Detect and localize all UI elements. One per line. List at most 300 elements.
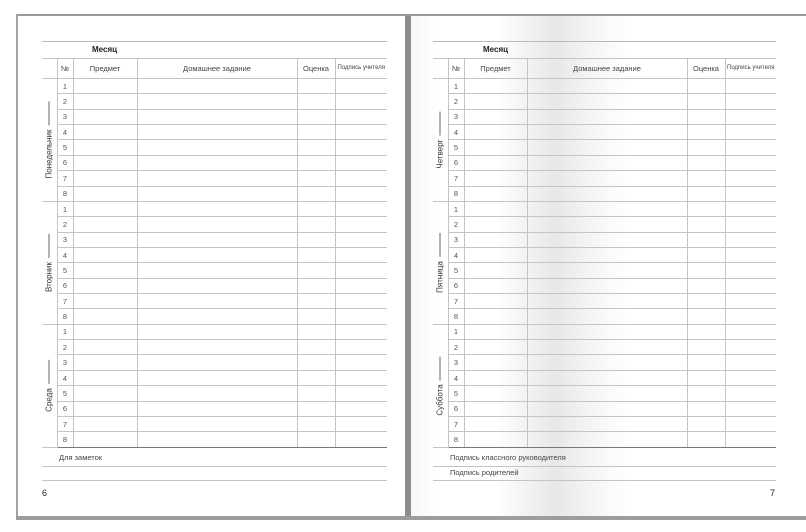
grade-cell bbox=[687, 217, 725, 232]
lesson-number: 5 bbox=[57, 140, 73, 155]
homework-cell bbox=[137, 94, 297, 109]
lesson-row bbox=[433, 263, 776, 278]
lesson-row bbox=[42, 125, 387, 140]
grade-cell bbox=[687, 355, 725, 370]
homework-cell bbox=[527, 140, 687, 155]
homework-cell bbox=[527, 232, 687, 247]
lesson-row bbox=[433, 186, 776, 201]
subject-cell bbox=[464, 340, 527, 355]
subject-cell bbox=[464, 94, 527, 109]
lesson-number: 6 bbox=[57, 401, 73, 416]
homework-cell bbox=[137, 324, 297, 339]
lesson-row bbox=[433, 140, 776, 155]
lesson-number: 3 bbox=[448, 355, 464, 370]
grade-cell bbox=[687, 294, 725, 309]
homework-cell bbox=[137, 386, 297, 401]
subject-cell bbox=[73, 416, 137, 431]
signature-cell bbox=[725, 324, 776, 339]
lesson-number: 4 bbox=[448, 125, 464, 140]
homework-cell bbox=[527, 263, 687, 278]
homework-cell bbox=[527, 217, 687, 232]
day-name-label: Суббота bbox=[436, 356, 445, 415]
lesson-number: 6 bbox=[57, 278, 73, 293]
signature-cell bbox=[335, 247, 387, 262]
lesson-number: 8 bbox=[448, 186, 464, 201]
subject-cell bbox=[464, 109, 527, 124]
lesson-number: 2 bbox=[57, 217, 73, 232]
signature-cell bbox=[335, 125, 387, 140]
subject-cell bbox=[73, 278, 137, 293]
lesson-number: 3 bbox=[448, 109, 464, 124]
lesson-row bbox=[433, 232, 776, 247]
lesson-number: 6 bbox=[448, 155, 464, 170]
grade-cell bbox=[297, 324, 335, 339]
signature-cell bbox=[725, 355, 776, 370]
signature-cell bbox=[725, 401, 776, 416]
lesson-row bbox=[42, 232, 387, 247]
lesson-row bbox=[42, 432, 387, 447]
right-page bbox=[411, 16, 806, 516]
grade-cell bbox=[297, 355, 335, 370]
subject-cell bbox=[464, 432, 527, 447]
day-name-label: Среда bbox=[45, 360, 54, 412]
day-name-label: Вторник bbox=[45, 234, 54, 292]
homework-cell bbox=[527, 294, 687, 309]
month-top-rule bbox=[433, 41, 776, 42]
homework-cell bbox=[137, 247, 297, 262]
subject-cell bbox=[464, 232, 527, 247]
day-name-cell bbox=[42, 201, 57, 324]
homework-cell bbox=[527, 201, 687, 216]
signature-cell bbox=[725, 247, 776, 262]
subject-cell bbox=[73, 386, 137, 401]
grade-cell bbox=[297, 401, 335, 416]
homework-cell bbox=[137, 416, 297, 431]
grade-cell bbox=[687, 155, 725, 170]
subject-column-header: Предмет bbox=[464, 59, 527, 79]
lesson-number: 1 bbox=[57, 79, 73, 94]
lesson-row bbox=[42, 386, 387, 401]
notes-label: Для заметок bbox=[59, 453, 103, 462]
grade-cell bbox=[297, 109, 335, 124]
lesson-number: 1 bbox=[448, 79, 464, 94]
grade-cell bbox=[297, 386, 335, 401]
homework-cell bbox=[527, 171, 687, 186]
subject-cell bbox=[464, 278, 527, 293]
lesson-number: 5 bbox=[57, 263, 73, 278]
signature-column-header: Подпись учителя bbox=[725, 59, 776, 79]
lesson-row bbox=[433, 309, 776, 324]
grade-cell bbox=[297, 340, 335, 355]
lesson-number: 6 bbox=[448, 401, 464, 416]
grade-cell bbox=[297, 309, 335, 324]
lesson-number: 2 bbox=[57, 340, 73, 355]
grade-cell bbox=[297, 263, 335, 278]
lesson-number: 5 bbox=[448, 263, 464, 278]
lesson-row bbox=[433, 278, 776, 293]
grade-cell bbox=[297, 232, 335, 247]
subject-cell bbox=[73, 140, 137, 155]
signature-cell bbox=[335, 217, 387, 232]
subject-cell bbox=[464, 324, 527, 339]
homework-cell bbox=[137, 109, 297, 124]
lesson-row bbox=[42, 201, 387, 216]
homework-cell bbox=[527, 155, 687, 170]
lesson-row bbox=[42, 109, 387, 124]
homework-cell bbox=[137, 309, 297, 324]
subject-cell bbox=[73, 247, 137, 262]
lesson-number: 4 bbox=[448, 370, 464, 385]
grade-cell bbox=[687, 278, 725, 293]
grade-cell bbox=[687, 232, 725, 247]
subject-cell bbox=[73, 79, 137, 94]
notes-line-1 bbox=[42, 466, 387, 467]
grade-cell bbox=[687, 401, 725, 416]
grade-cell bbox=[687, 109, 725, 124]
homework-cell bbox=[137, 294, 297, 309]
homework-cell bbox=[137, 217, 297, 232]
subject-cell bbox=[73, 324, 137, 339]
subject-cell bbox=[464, 263, 527, 278]
signature-cell bbox=[335, 386, 387, 401]
lesson-row bbox=[433, 294, 776, 309]
homework-cell bbox=[137, 232, 297, 247]
lesson-number: 6 bbox=[448, 278, 464, 293]
grade-cell bbox=[687, 263, 725, 278]
signature-cell bbox=[725, 125, 776, 140]
grade-cell bbox=[297, 247, 335, 262]
signature-cell bbox=[725, 309, 776, 324]
homework-cell bbox=[527, 340, 687, 355]
grade-cell bbox=[297, 79, 335, 94]
homework-cell bbox=[527, 247, 687, 262]
lesson-row bbox=[433, 416, 776, 431]
grade-cell bbox=[297, 416, 335, 431]
lesson-number: 3 bbox=[448, 232, 464, 247]
signature-cell bbox=[725, 416, 776, 431]
lesson-number: 4 bbox=[57, 370, 73, 385]
grade-cell bbox=[687, 340, 725, 355]
grade-cell bbox=[297, 294, 335, 309]
grade-cell bbox=[297, 125, 335, 140]
grade-cell bbox=[687, 416, 725, 431]
grade-cell bbox=[687, 324, 725, 339]
lesson-row bbox=[42, 278, 387, 293]
lesson-number: 8 bbox=[448, 309, 464, 324]
lesson-row bbox=[433, 370, 776, 385]
lesson-number: 4 bbox=[448, 247, 464, 262]
signature-cell bbox=[335, 370, 387, 385]
lesson-row bbox=[42, 217, 387, 232]
grade-cell bbox=[297, 140, 335, 155]
lesson-row bbox=[42, 79, 387, 94]
homework-cell bbox=[527, 401, 687, 416]
subject-cell bbox=[73, 155, 137, 170]
lesson-row bbox=[433, 386, 776, 401]
homework-column-header: Домашнее задание bbox=[527, 59, 687, 79]
signature-cell bbox=[335, 263, 387, 278]
signature-column-header: Подпись учителя bbox=[335, 59, 387, 79]
lesson-row bbox=[42, 401, 387, 416]
subject-cell bbox=[73, 125, 137, 140]
lesson-number: 1 bbox=[57, 324, 73, 339]
grade-cell bbox=[297, 94, 335, 109]
lesson-row bbox=[433, 432, 776, 447]
grade-cell bbox=[687, 386, 725, 401]
day-column-header bbox=[433, 59, 448, 79]
homework-cell bbox=[137, 432, 297, 447]
signature-cell bbox=[725, 79, 776, 94]
grade-cell bbox=[687, 201, 725, 216]
lesson-number: 1 bbox=[57, 201, 73, 216]
subject-cell bbox=[464, 186, 527, 201]
lesson-number: 2 bbox=[57, 94, 73, 109]
lesson-row bbox=[42, 94, 387, 109]
signature-cell bbox=[335, 79, 387, 94]
subject-cell bbox=[464, 294, 527, 309]
lesson-number: 5 bbox=[448, 140, 464, 155]
lesson-number: 8 bbox=[57, 186, 73, 201]
page-number: 6 bbox=[42, 488, 48, 498]
subject-cell bbox=[73, 370, 137, 385]
lesson-row bbox=[433, 109, 776, 124]
homework-cell bbox=[527, 79, 687, 94]
page-number: 7 bbox=[770, 488, 776, 498]
lesson-number: 1 bbox=[448, 201, 464, 216]
lesson-number: 2 bbox=[448, 217, 464, 232]
grade-column-header: Оценка bbox=[687, 59, 725, 79]
month-top-rule bbox=[42, 41, 387, 42]
signature-cell bbox=[335, 309, 387, 324]
lesson-number: 7 bbox=[448, 416, 464, 431]
lesson-number: 3 bbox=[57, 109, 73, 124]
lesson-row bbox=[433, 340, 776, 355]
subject-cell bbox=[464, 155, 527, 170]
signature-cell bbox=[335, 94, 387, 109]
subject-cell bbox=[73, 201, 137, 216]
left-page bbox=[18, 16, 405, 516]
table-header-row bbox=[42, 59, 387, 79]
lesson-row bbox=[42, 186, 387, 201]
subject-cell bbox=[73, 355, 137, 370]
month-label: Месяц bbox=[483, 45, 509, 54]
grade-cell bbox=[297, 201, 335, 216]
subject-cell bbox=[464, 309, 527, 324]
lesson-row bbox=[433, 201, 776, 216]
lesson-row bbox=[42, 294, 387, 309]
lesson-row bbox=[433, 125, 776, 140]
signature-cell bbox=[335, 232, 387, 247]
grade-column-header: Оценка bbox=[297, 59, 335, 79]
homework-cell bbox=[527, 94, 687, 109]
grade-cell bbox=[687, 125, 725, 140]
grade-cell bbox=[297, 278, 335, 293]
lesson-number: 7 bbox=[448, 171, 464, 186]
signature-cell bbox=[335, 186, 387, 201]
subject-cell bbox=[73, 432, 137, 447]
lesson-row bbox=[42, 324, 387, 339]
signature-cell bbox=[335, 278, 387, 293]
subject-cell bbox=[73, 263, 137, 278]
grade-cell bbox=[297, 370, 335, 385]
lesson-number: 4 bbox=[57, 247, 73, 262]
subject-cell bbox=[464, 201, 527, 216]
signature-cell bbox=[335, 324, 387, 339]
lesson-row bbox=[42, 155, 387, 170]
grade-cell bbox=[297, 155, 335, 170]
signature-cell bbox=[335, 294, 387, 309]
lesson-row bbox=[42, 263, 387, 278]
homework-cell bbox=[137, 201, 297, 216]
grade-cell bbox=[687, 94, 725, 109]
subject-cell bbox=[73, 171, 137, 186]
lesson-row bbox=[42, 355, 387, 370]
signature-cell bbox=[335, 416, 387, 431]
grade-cell bbox=[687, 171, 725, 186]
parents-signature-label: Подпись родителей bbox=[450, 468, 519, 477]
subject-cell bbox=[73, 340, 137, 355]
lesson-number: 7 bbox=[57, 171, 73, 186]
lesson-row bbox=[42, 340, 387, 355]
homework-cell bbox=[527, 309, 687, 324]
signature-cell bbox=[725, 155, 776, 170]
homework-cell bbox=[137, 278, 297, 293]
lesson-row bbox=[433, 401, 776, 416]
signature-cell bbox=[335, 401, 387, 416]
subject-cell bbox=[464, 355, 527, 370]
signature-cell bbox=[725, 186, 776, 201]
subject-cell bbox=[73, 94, 137, 109]
homework-cell bbox=[527, 186, 687, 201]
homework-cell bbox=[137, 340, 297, 355]
lesson-row bbox=[433, 79, 776, 94]
lesson-number: 1 bbox=[448, 324, 464, 339]
homework-cell bbox=[137, 171, 297, 186]
grade-cell bbox=[687, 186, 725, 201]
signature-cell bbox=[335, 140, 387, 155]
signature-cell bbox=[725, 109, 776, 124]
schedule-table bbox=[42, 58, 387, 448]
lesson-number: 7 bbox=[57, 294, 73, 309]
day-column-header bbox=[42, 59, 57, 79]
lesson-row bbox=[42, 309, 387, 324]
subject-cell bbox=[73, 232, 137, 247]
subject-cell bbox=[464, 79, 527, 94]
homework-cell bbox=[527, 278, 687, 293]
subject-cell bbox=[73, 401, 137, 416]
day-name-cell bbox=[433, 201, 448, 324]
lesson-row bbox=[42, 140, 387, 155]
homework-cell bbox=[137, 79, 297, 94]
signature-cell bbox=[335, 201, 387, 216]
homework-cell bbox=[137, 140, 297, 155]
signature-cell bbox=[725, 201, 776, 216]
homework-cell bbox=[527, 324, 687, 339]
signature-cell bbox=[725, 217, 776, 232]
frame-bottom-border bbox=[16, 516, 806, 520]
lesson-number: 3 bbox=[57, 355, 73, 370]
lesson-row bbox=[433, 94, 776, 109]
day-name-cell bbox=[433, 79, 448, 202]
signature-cell bbox=[725, 432, 776, 447]
homework-cell bbox=[137, 155, 297, 170]
subject-cell bbox=[73, 217, 137, 232]
subject-cell bbox=[464, 217, 527, 232]
day-name-cell bbox=[433, 324, 448, 447]
signature-cell bbox=[725, 140, 776, 155]
signature-cell bbox=[335, 155, 387, 170]
grade-cell bbox=[687, 432, 725, 447]
signature-cell bbox=[335, 355, 387, 370]
subject-cell bbox=[464, 416, 527, 431]
lesson-number: 2 bbox=[448, 340, 464, 355]
lesson-number: 7 bbox=[57, 416, 73, 431]
lesson-number: 8 bbox=[448, 432, 464, 447]
signature-cell bbox=[335, 171, 387, 186]
subject-cell bbox=[73, 309, 137, 324]
signature-cell bbox=[725, 278, 776, 293]
number-column-header: № bbox=[448, 59, 464, 79]
signature-cell bbox=[725, 294, 776, 309]
schedule-table bbox=[433, 58, 776, 448]
table-header-row bbox=[433, 59, 776, 79]
signature-cell bbox=[335, 432, 387, 447]
lesson-number: 6 bbox=[57, 155, 73, 170]
lesson-number: 8 bbox=[57, 309, 73, 324]
homework-cell bbox=[137, 186, 297, 201]
grade-cell bbox=[687, 370, 725, 385]
signature-cell bbox=[335, 109, 387, 124]
lesson-row bbox=[433, 355, 776, 370]
homework-cell bbox=[137, 370, 297, 385]
lesson-number: 5 bbox=[448, 386, 464, 401]
homework-cell bbox=[527, 125, 687, 140]
homework-cell bbox=[527, 109, 687, 124]
lesson-number: 5 bbox=[57, 386, 73, 401]
subject-cell bbox=[464, 401, 527, 416]
lesson-row bbox=[433, 217, 776, 232]
grade-cell bbox=[297, 432, 335, 447]
grade-cell bbox=[297, 171, 335, 186]
homework-cell bbox=[137, 263, 297, 278]
signature-cell bbox=[725, 171, 776, 186]
homework-cell bbox=[527, 416, 687, 431]
grade-cell bbox=[687, 79, 725, 94]
signature-cell bbox=[725, 340, 776, 355]
signature-cell bbox=[335, 340, 387, 355]
signature-cell bbox=[725, 94, 776, 109]
lesson-row bbox=[433, 247, 776, 262]
homework-cell bbox=[137, 401, 297, 416]
day-name-label: Понедельник bbox=[45, 101, 54, 178]
lesson-row bbox=[42, 247, 387, 262]
lesson-row bbox=[42, 416, 387, 431]
signature-cell bbox=[725, 370, 776, 385]
lesson-row bbox=[42, 370, 387, 385]
homework-cell bbox=[527, 370, 687, 385]
grade-cell bbox=[687, 140, 725, 155]
day-name-label: Четверг bbox=[436, 111, 445, 168]
grade-cell bbox=[297, 217, 335, 232]
lesson-row bbox=[433, 324, 776, 339]
homework-cell bbox=[527, 432, 687, 447]
lesson-row bbox=[433, 171, 776, 186]
grade-cell bbox=[687, 309, 725, 324]
class-teacher-signature-line bbox=[433, 466, 776, 467]
grade-cell bbox=[687, 247, 725, 262]
homework-cell bbox=[527, 355, 687, 370]
subject-cell bbox=[464, 171, 527, 186]
